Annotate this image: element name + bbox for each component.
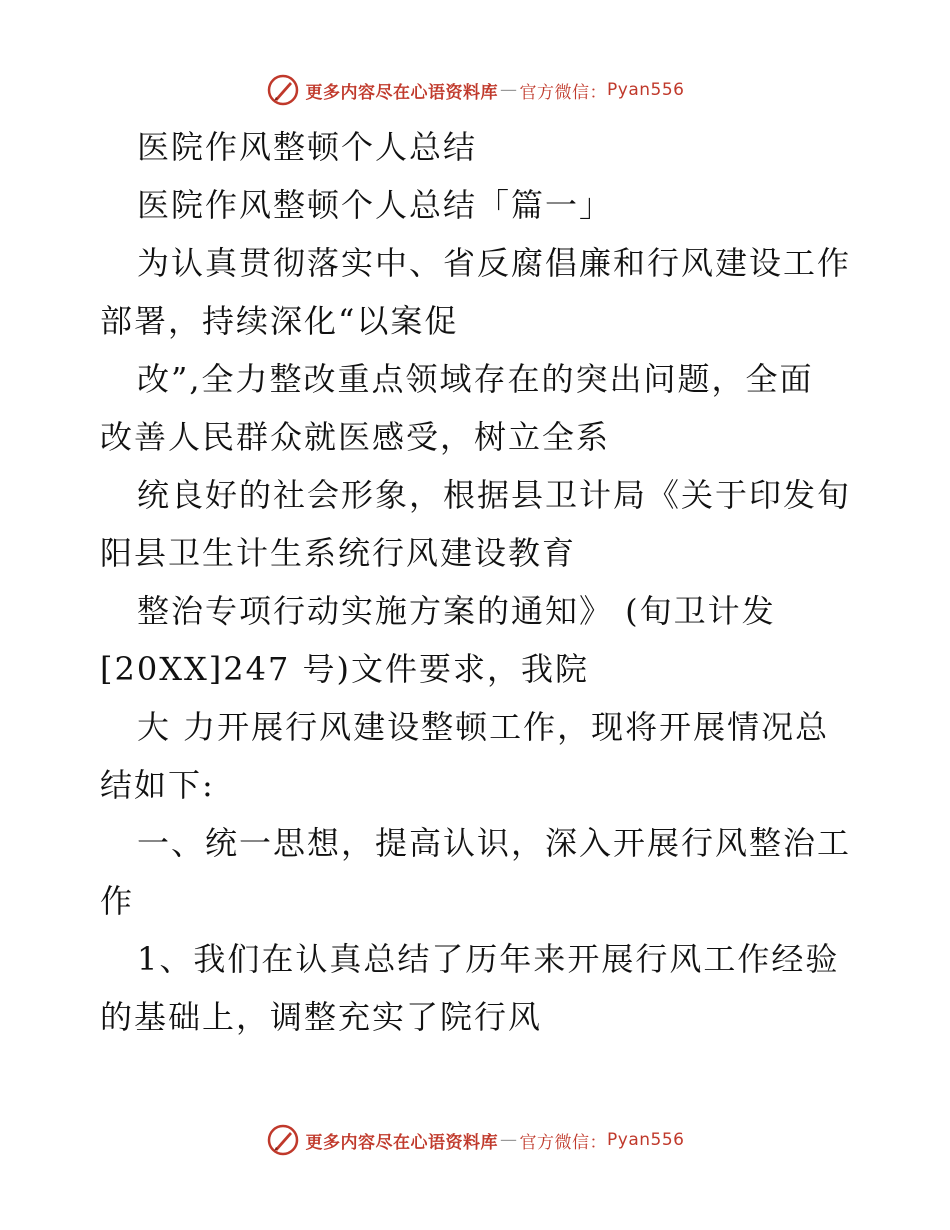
watermark-official-label: 官方微信： — [519, 1132, 608, 1153]
quill-pen-logo-icon — [266, 1123, 300, 1157]
paragraph-line: 统良好的社会形象，根据县卫计局《关于印发旬 — [137, 476, 852, 514]
watermark-dash: — — [500, 1130, 518, 1150]
paragraph-line: 改”,全力整改重点领域存在的突出问题，全面 — [137, 360, 814, 398]
paragraph-line: 1、我们在认真总结了历年来开展行风工作经验 — [137, 940, 840, 978]
quill-pen-logo-icon — [266, 73, 300, 107]
header-watermark — [0, 70, 950, 110]
document-subtitle: 医院作风整顿个人总结「篇一」 — [137, 186, 614, 224]
paragraph-line: [20XX]247 号)文件要求，我院 — [100, 650, 589, 688]
watermark-wechat-id: Pyan556 — [607, 1130, 685, 1150]
document-body — [100, 118, 860, 1046]
paragraph-line: 为认真贯彻落实中、省反腐倡廉和行风建设工作 — [137, 244, 852, 282]
section-heading: 一、统一思想，提高认识，深入开展行风整治工 — [137, 824, 852, 862]
watermark-dash: — — [500, 80, 518, 100]
document-title: 医院作风整顿个人总结 — [137, 128, 478, 166]
section-heading-continuation: 作 — [100, 882, 135, 920]
watermark-site-text: 更多内容尽在心语资料库 — [305, 1132, 499, 1153]
paragraph-line: 阳县卫生计生系统行风建设教育 — [100, 534, 577, 572]
paragraph-line: 整治专项行动实施方案的通知》 (旬卫计发 — [137, 592, 776, 630]
watermark-site-text: 更多内容尽在心语资料库 — [305, 82, 499, 103]
paragraph-line: 大 力开展行风建设整顿工作，现将开展情况总 — [137, 708, 830, 746]
paragraph-line: 部署，持续深化“以案促 — [100, 302, 459, 340]
paragraph-line: 的基础上，调整充实了院行风 — [100, 998, 543, 1036]
watermark-official-label: 官方微信： — [519, 82, 608, 103]
watermark-wechat-id: Pyan556 — [607, 80, 685, 100]
paragraph-line: 改善人民群众就医感受，树立全系 — [100, 418, 611, 456]
footer-watermark — [0, 1120, 950, 1160]
paragraph-line: 结如下: — [100, 766, 215, 804]
